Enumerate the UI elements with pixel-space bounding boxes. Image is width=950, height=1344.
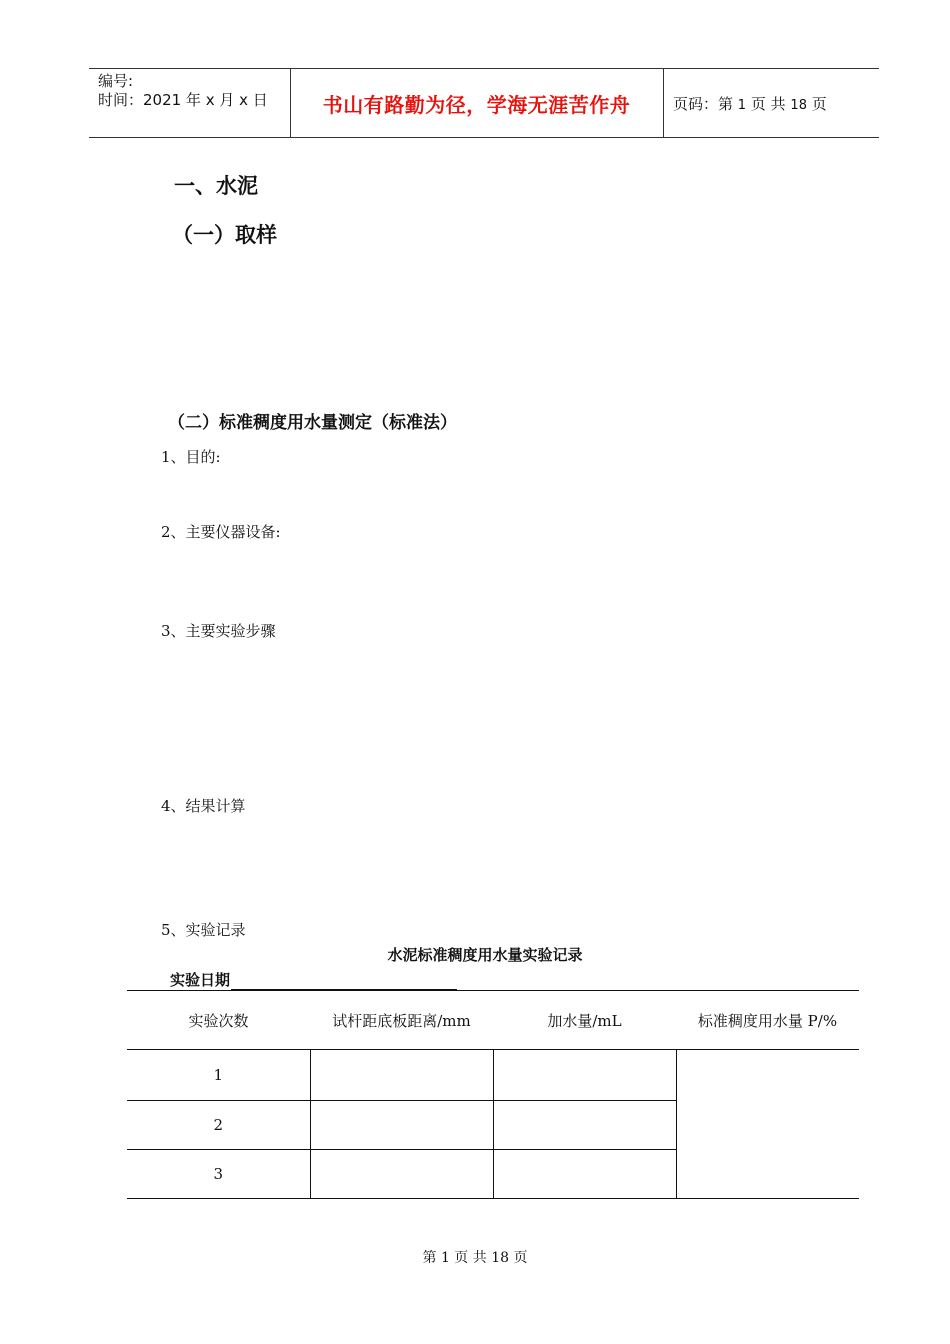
motto-text: 书山有路勤为径，学海无涯苦作舟 (322, 92, 631, 117)
table-header-row (127, 991, 859, 1050)
page-current: 1 (737, 97, 747, 113)
table-row (127, 1050, 859, 1101)
page-total: 18 (790, 97, 807, 113)
distance-cell[interactable] (310, 1101, 493, 1150)
column-header-distance: 试杆距底板距离/mm (310, 991, 493, 1050)
column-header-water-added: 加水量/mL (493, 991, 676, 1050)
header-page-cell (664, 69, 879, 137)
page-suffix: 页 (811, 94, 827, 113)
consistency-result-cell[interactable] (676, 1050, 859, 1199)
document-header (89, 68, 879, 138)
page-mid: 页 共 (750, 94, 786, 113)
header-motto-cell (290, 69, 664, 137)
trial-number-cell: 2 (127, 1101, 310, 1150)
experiment-date-label: 实验日期 (170, 971, 231, 989)
section-title: 一、水泥 (174, 174, 258, 198)
item-calculation: 4、结果计算 (161, 797, 246, 815)
distance-cell[interactable] (310, 1150, 493, 1199)
record-table (127, 990, 859, 1199)
experiment-date-blank[interactable] (231, 972, 457, 990)
header-meta-cell (89, 69, 291, 137)
record-table-title: 水泥标准稠度用水量实验记录 (387, 946, 583, 964)
page-footer: 第 1 页 共 18 页 (422, 1250, 528, 1266)
item-purpose: 1、目的: (161, 448, 221, 466)
page-info (664, 93, 827, 114)
water-added-cell[interactable] (493, 1101, 676, 1150)
trial-number-cell: 3 (127, 1150, 310, 1199)
trial-number-cell: 1 (127, 1050, 310, 1101)
subsection-consistency: （二）标准稠度用水量测定（标准法） (168, 413, 457, 433)
experiment-date-line (170, 969, 457, 990)
water-added-cell[interactable] (493, 1150, 676, 1199)
serial-number-label: 编号: (98, 72, 134, 90)
distance-cell[interactable] (310, 1050, 493, 1101)
item-steps: 3、主要实验步骤 (161, 622, 276, 640)
water-added-cell[interactable] (493, 1050, 676, 1101)
column-header-consistency: 标准稠度用水量 P/% (676, 991, 859, 1050)
date-label: 时间：2021 年 x 月 x 日 (98, 91, 268, 109)
subsection-sampling: （一）取样 (172, 223, 277, 247)
item-record: 5、实验记录 (161, 921, 246, 939)
column-header-trial: 实验次数 (127, 991, 310, 1050)
page-prefix: 页码：第 (673, 94, 734, 113)
item-equipment: 2、主要仪器设备: (161, 523, 281, 541)
